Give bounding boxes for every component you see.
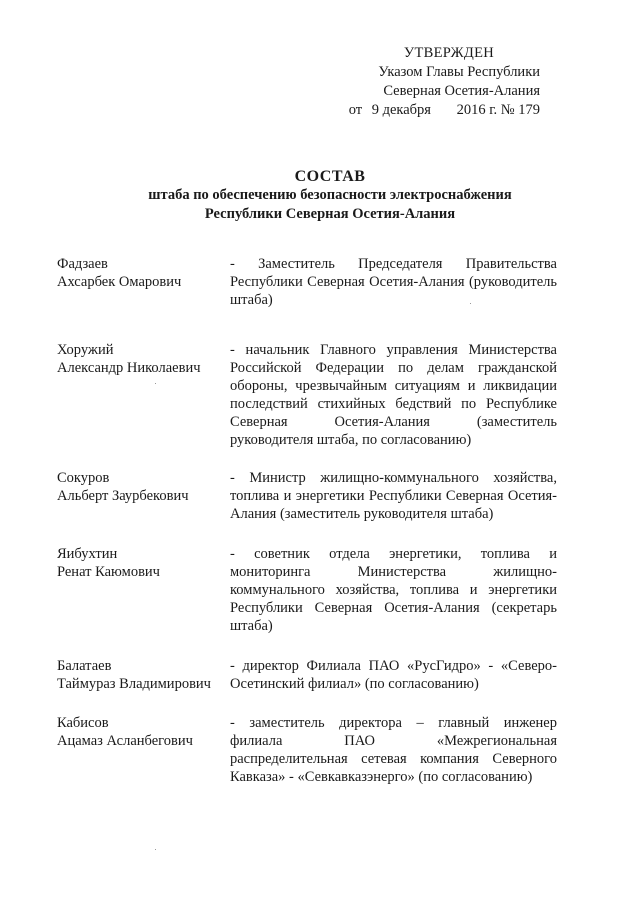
member-role: - Министр жилищно-коммунального хозяйства, топлива и энергетики Республики Северная Осетия-Алания (заместитель руководителя штаба) [230,470,557,522]
member-surname: Сокуров [57,470,110,486]
member-role: - директор Филиала ПАО «РусГидро» - «Северо-Осетинский филиал» (по согласованию) [230,658,557,692]
member-row [57,657,557,693]
member-surname: Фадзаев [57,256,108,272]
member-row [57,714,557,786]
approval-date-from: от [348,102,363,118]
approval-status: УТВЕРЖДЕН [403,45,494,61]
member-name [57,545,230,635]
member-name [57,469,230,523]
member-given-name: Таймураз Владимирович [57,676,211,692]
member-row [57,469,557,523]
member-row [57,341,557,449]
member-role: - советник отдела энергетики, топлива и мониторинга Министерства жилищно-коммунального хозяйства, топлива и энергетики Республики Северная Осетия-Алания (секретарь штаба) [230,546,557,634]
member-given-name: Александр Николаевич [57,360,201,376]
member-name [57,657,230,693]
member-role: - Заместитель Председателя Правительства Республики Северная Осетия-Алания (руководитель штаба) [230,256,557,308]
scan-speck [470,303,471,304]
scan-speck [155,383,156,384]
member-row [57,255,557,309]
document-subtitle-line-1: штаба по обеспечению безопасности электроснабжения [148,187,512,203]
member-given-name: Ацамаз Асланбегович [57,733,193,749]
approval-line-2: Северная Осетия-Алания [383,83,540,99]
member-role: - начальник Главного управления Министерства Российской Федерации по делам гражданской обороны, чрезвычайным ситуациям и ликвидации последствий стихийных бедствий по Республике Северная Осетия-Алания (заместитель руководителя штаба, по согласованию) [230,342,557,448]
approval-line-1: Указом Главы Республики [378,64,540,80]
approval-date-day: 9 декабря [371,102,431,118]
member-given-name: Ренат Каюмович [57,564,160,580]
member-name [57,341,230,449]
approval-date-year-number: 2016 г. № 179 [456,102,540,118]
document-title: СОСТАВ [294,168,366,185]
document-subtitle-line-2: Республики Северная Осетия-Алания [204,206,456,222]
member-row [57,545,557,635]
member-surname: Хоружий [57,342,114,358]
member-surname: Балатаев [57,658,112,674]
approval-date [300,101,540,120]
member-surname: Яибухтин [57,546,118,562]
member-name [57,714,230,786]
member-surname: Кабисов [57,715,109,731]
document-heading [40,167,620,224]
members-list [57,255,557,786]
member-given-name: Ахсарбек Омарович [57,274,182,290]
member-role: - заместитель директора – главный инженер филиала ПАО «Межрегиональная распределительная сетевая компания Северного Кавказа» - «Севкавказэнерго» (по согласованию) [230,715,557,785]
member-given-name: Альберт Заурбекович [57,488,189,504]
member-name [57,255,230,309]
scan-speck [155,849,156,850]
approval-stamp [300,44,540,120]
